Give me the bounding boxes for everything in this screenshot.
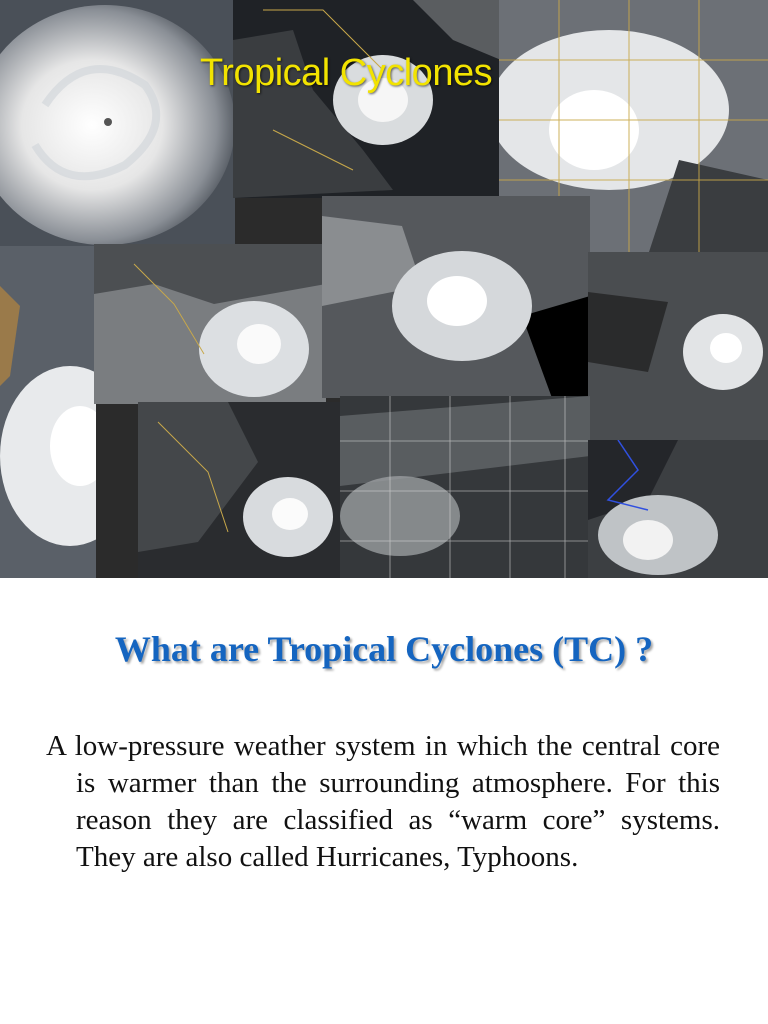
definition-paragraph: A low-pressure weather system in which the central core is warmer than the surrounding atmosphere. For this reason they are classified as “warm core” systems. They are also called Hurricanes, Typhoons. bbox=[46, 730, 720, 873]
satellite-image-arabian-sea-center bbox=[322, 196, 590, 398]
slide-heading: What are Tropical Cyclones (TC) ? bbox=[114, 629, 654, 669]
satellite-image-oman-gray bbox=[94, 244, 326, 404]
collage-title: Tropical Cyclones bbox=[200, 52, 493, 94]
satellite-image-red-sea-dark bbox=[138, 402, 342, 578]
satellite-image-cyclone-right bbox=[588, 252, 768, 442]
satellite-image-arabian-sea-dark bbox=[233, 0, 501, 198]
satellite-image-cyclone-large bbox=[0, 0, 235, 248]
satellite-image-oman-coast bbox=[588, 440, 768, 578]
satellite-image-india-grid bbox=[340, 396, 590, 578]
satellite-image-cyclone-left bbox=[0, 246, 96, 578]
